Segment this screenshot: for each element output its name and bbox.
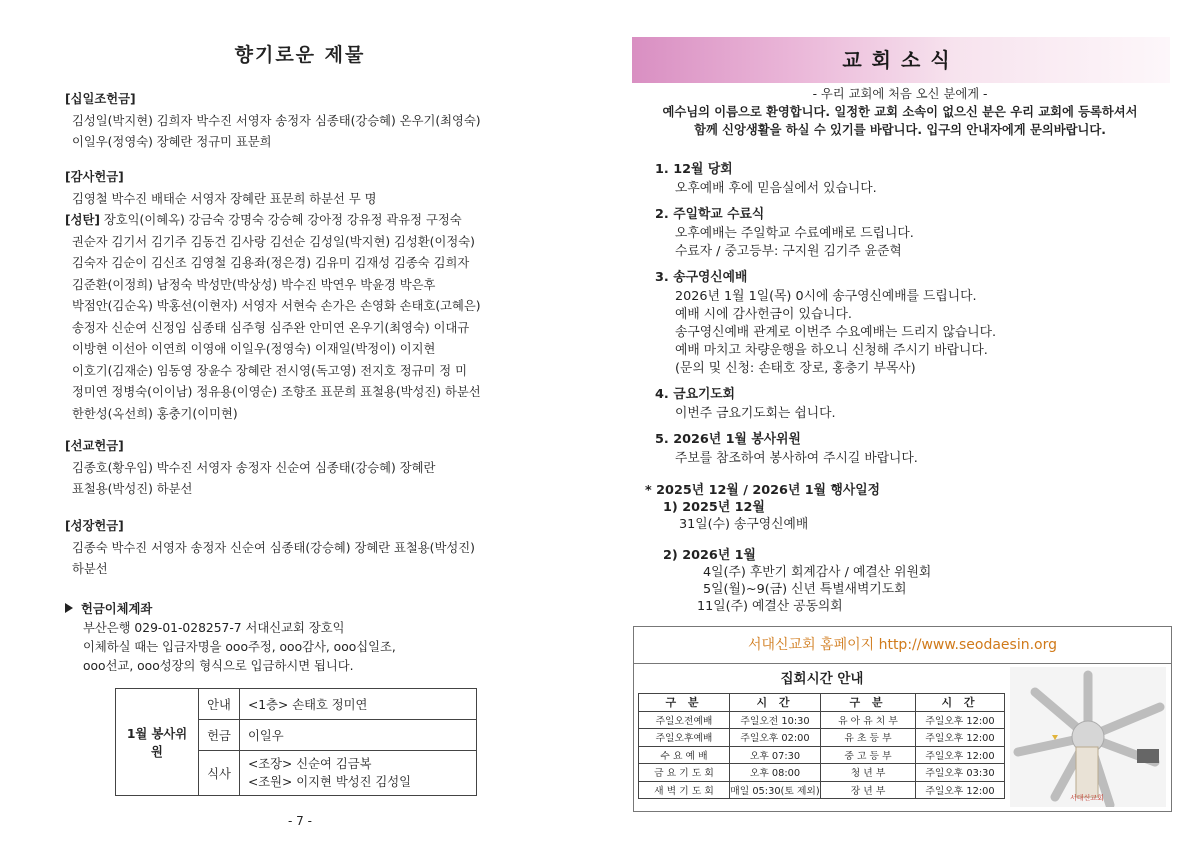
news-item [655, 268, 1175, 378]
name-line: 이호기(김재순) 임동영 장윤수 장혜란 전시영(독고영) 전지호 정규미 정 미 [72, 363, 467, 378]
welcome-line: 예수님의 이름으로 환영합니다. 일정한 교회 소속이 없으신 분은 우리 교회에 등록하셔서 [662, 105, 1138, 119]
church-location-map [1010, 667, 1166, 807]
table-cell: 주일오후 12:00 [916, 729, 1005, 747]
name-line: 정미연 정병숙(이이남) 정유용(이영순) 조향조 표문희 표철용(박성진) 하분선 [72, 385, 481, 399]
offering-title: 향기로운 제물 [234, 44, 366, 66]
table-cell: 매일 05:30(토 제외) [730, 781, 821, 799]
church-info-box [633, 626, 1172, 812]
schedule-event: 5일(월)~9(금) 신년 특별새벽기도회 [703, 582, 907, 597]
table-cell: 주일오후 03:30 [916, 764, 1005, 782]
welcome-note [600, 85, 1200, 139]
mission-section [65, 436, 535, 501]
table-row [639, 729, 1005, 747]
column-header: 구 분 [639, 694, 730, 712]
thanks-section [65, 167, 535, 425]
service-role: 헌금 [199, 720, 240, 751]
section-heading: [십일조헌금] [65, 92, 136, 106]
schedule-event: 11일(주) 예결산 공동의회 [697, 599, 843, 614]
name-line: 표철용(박성진) 하분선 [72, 482, 193, 496]
table-cell: 주일오후 12:00 [916, 781, 1005, 799]
table-cell: 주일오후 12:00 [916, 746, 1005, 764]
column-header: 시 간 [730, 694, 821, 712]
news-title: 1. 12월 당회 [655, 162, 733, 177]
column-header: 시 간 [916, 694, 1005, 712]
table-cell: 주일오후 02:00 [730, 729, 821, 747]
name-line: 장호익(이혜옥) 강금숙 강명숙 강승혜 강아정 강유정 곽유정 구정숙 [100, 213, 462, 227]
table-cell: 오후 07:30 [730, 746, 821, 764]
table-cell: 주일오전 10:30 [730, 711, 821, 729]
welcome-title: - 우리 교회에 처음 오신 분에게 - [812, 87, 988, 101]
table-cell: 새 벽 기 도 회 [639, 781, 730, 799]
right-page [600, 0, 1200, 848]
name-line: 김종호(황우임) 박수진 서영자 송정자 신순여 심종태(강승혜) 장혜란 [72, 460, 436, 475]
name-line: 하분선 [72, 562, 108, 576]
account-line: 부산은행 029-01-028257-7 서대신교회 장호익 [83, 621, 345, 635]
schedule-event: 31일(수) 송구영신예배 [679, 517, 809, 532]
news-text: 이번주 금요기도회는 쉽니다. [675, 406, 836, 421]
table-cell: 오후 08:00 [730, 764, 821, 782]
news-text: (문의 및 신청: 손태호 장로, 홍충기 부목사) [675, 361, 916, 376]
news-title: 3. 송구영신예배 [655, 270, 748, 285]
table-row [639, 711, 1005, 729]
meeting-times-table [638, 693, 1005, 799]
church-news-banner: 교회소식 [632, 37, 1170, 83]
map-building-icon [1137, 749, 1159, 763]
church-building-icon [1076, 747, 1098, 797]
schedule-month: 1) 2025년 12월 [663, 500, 765, 515]
service-value: 이일우 [240, 720, 477, 751]
table-cell: 금 요 기 도 회 [639, 764, 730, 782]
name-line: 김영철 박수진 배태순 서영자 장혜란 표문희 하분선 무 명 [72, 191, 377, 206]
table-cell: 유 초 등 부 [821, 729, 916, 747]
table-cell: 유 아 유 치 부 [821, 711, 916, 729]
section-heading: [선교헌금] [65, 439, 124, 453]
account-line: 이체하실 때는 입금자명을 ooo주정, ooo감사, ooo십일조, [83, 640, 396, 654]
christmas-heading: [성탄] [65, 213, 100, 227]
name-line: 김종숙 박수진 서영자 송정자 신순여 심종태(강승혜) 장혜란 표철용(박성진) [72, 540, 475, 555]
news-text: 오후예배 후에 믿음실에서 있습니다. [675, 181, 877, 196]
account-heading: 헌금이체계좌 [81, 602, 153, 616]
tithe-section [65, 89, 535, 154]
meeting-times-title: 집회시간 안내 [780, 671, 864, 687]
growth-section [65, 516, 535, 581]
news-text: 예배 마치고 차량운행을 하오니 신청해 주시기 바랍니다. [675, 343, 988, 358]
table-cell: 중 고 등 부 [821, 746, 916, 764]
page-number: - 7 - [288, 814, 312, 828]
news-text: 수료자 / 중고등부: 구지원 김기주 윤준혁 [675, 244, 902, 259]
table-row [639, 764, 1005, 782]
service-value-line: <조장> 신순여 김금복 [248, 757, 372, 771]
name-line: 송정자 신순여 신정임 심종태 심주형 심주완 안미연 온우기(최영숙) 이대규 [72, 320, 470, 335]
name-line: 이일우(정영숙) 장혜란 정규미 표문희 [72, 135, 272, 149]
account-line: ooo선교, ooo성장의 형식으로 입금하시면 됩니다. [83, 659, 354, 673]
service-value: <1층> 손태호 정미연 [240, 689, 477, 720]
table-cell: 청 년 부 [821, 764, 916, 782]
welcome-line: 함께 신앙생활을 하실 수 있기를 바랍니다. 입구의 안내자에게 문의바랍니다. [694, 123, 1106, 137]
news-item [655, 385, 1175, 423]
news-item [655, 430, 1175, 468]
name-line: 한한성(옥선희) 홍충기(이미현) [72, 406, 238, 421]
name-line: 이방현 이선아 이연희 이영애 이일우(정영숙) 이재일(박정이) 이지현 [72, 342, 436, 356]
news-title: 5. 2026년 1월 봉사위원 [655, 432, 801, 447]
news-text: 2026년 1월 1일(목) 0시에 송구영신예배를 드립니다. [675, 289, 977, 304]
section-heading: [성장헌금] [65, 519, 124, 533]
christmas-first-line [65, 210, 535, 232]
name-line: 김준환(이정희) 남정숙 박성만(박상성) 박수진 박연우 박윤경 박은후 [72, 277, 436, 292]
service-value-line: <조원> 이지현 박성진 김성일 [248, 775, 412, 789]
section-heading: [감사헌금] [65, 170, 124, 184]
name-line: 권순자 김기서 김기주 김동건 김사랑 김선순 김성일(박지현) 김성환(이정숙) [72, 234, 475, 249]
service-label: 1월 봉사위원 [116, 689, 199, 796]
column-header: 구 분 [821, 694, 916, 712]
schedule-event: 4일(주) 후반기 회계감사 / 예결산 위원회 [703, 565, 932, 580]
table-cell: 주일오후 12:00 [916, 711, 1005, 729]
homepage-link[interactable]: 서대신교회 홈페이지 http://www.seodaesin.org [634, 627, 1171, 664]
table-row [639, 781, 1005, 799]
table-cell: 주일오후예배 [639, 729, 730, 747]
schedule-month: 2) 2026년 1월 [663, 548, 756, 563]
map-church-label: 서대신교회 [1070, 794, 1104, 802]
schedule-title: * 2025년 12월 / 2026년 1월 행사일정 [645, 483, 880, 498]
name-line: 김성일(박지현) 김희자 박수진 서영자 송정자 심종태(강승혜) 온우기(최영숙) [72, 113, 481, 128]
service-value [240, 751, 477, 796]
news-title: 2. 주일학교 수료식 [655, 207, 765, 222]
news-list [655, 160, 1175, 475]
news-text: 예배 시에 감사헌금이 있습니다. [675, 307, 852, 322]
table-cell: 장 년 부 [821, 781, 916, 799]
news-text: 오후예배는 주일학교 수료예배로 드립니다. [675, 226, 914, 241]
news-item [655, 205, 1175, 261]
table-cell: 주일오전예배 [639, 711, 730, 729]
service-committee-table [115, 688, 477, 796]
news-title: 4. 금요기도회 [655, 387, 736, 402]
service-role: 식사 [199, 751, 240, 796]
table-row [639, 746, 1005, 764]
triangle-bullet-icon [65, 603, 73, 613]
service-role: 안내 [199, 689, 240, 720]
news-item [655, 160, 1175, 198]
news-text: 송구영신예배 관계로 이번주 수요예배는 드리지 않습니다. [675, 325, 997, 340]
table-cell: 수 요 예 배 [639, 746, 730, 764]
news-text: 주보를 참조하여 봉사하여 주시길 바랍니다. [675, 451, 918, 466]
account-info [65, 600, 396, 676]
name-line: 김숙자 김순이 김신조 김영철 김용좌(정은경) 김유미 김재성 김종숙 김희자 [72, 256, 470, 270]
name-line: 박점안(김순옥) 박홍선(이현자) 서영자 서현숙 손가은 손영화 손태호(고혜은) [72, 299, 481, 313]
event-schedule [645, 482, 1165, 615]
